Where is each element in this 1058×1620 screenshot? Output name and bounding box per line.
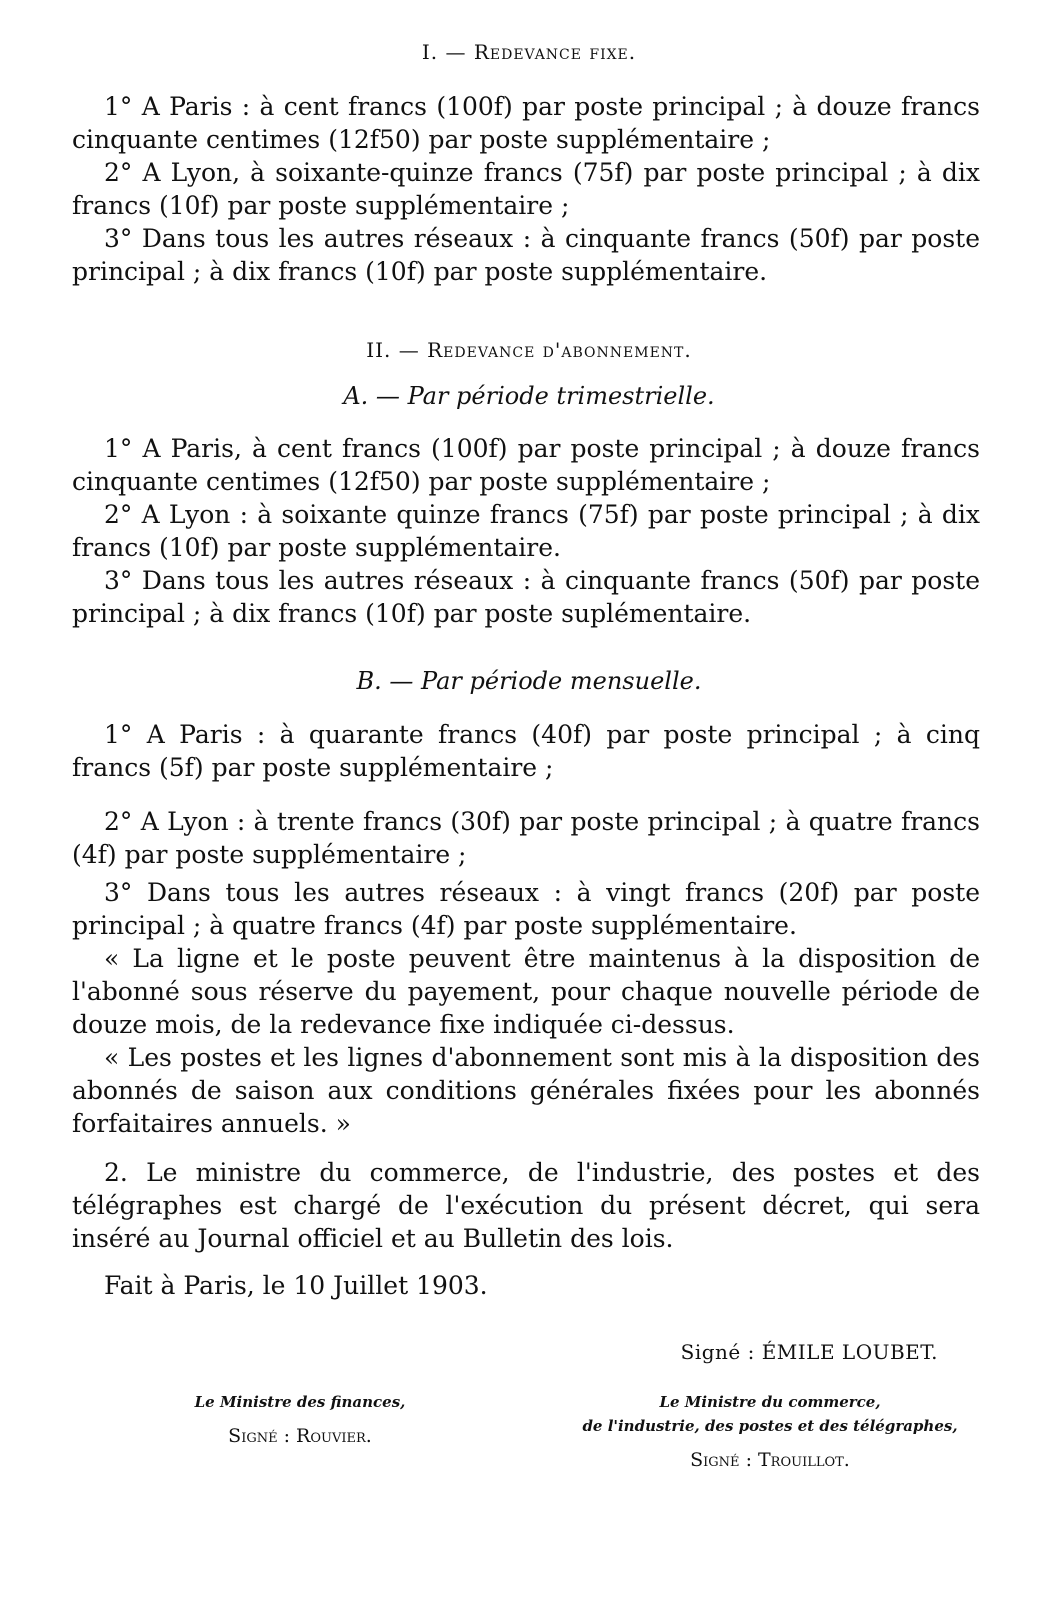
minister-finances-block [170,1390,430,1448]
subheading-mensuelle [0,667,1058,695]
signature-president: Signé : ÉMILE LOUBET. [680,1340,938,1364]
paragraph-trim-lyon: 2° A Lyon : à soixante quinze francs (75f) par poste principal ; à dix francs (10f) par poste supplémentaire. [72,500,980,562]
paragraph-mens-lyon: 2° A Lyon : à trente francs (30f) par poste principal ; à quatre francs (4f) par poste supplémentaire ; [72,807,980,869]
minister-commerce-signature: Signé : Trouillot. [690,1449,850,1471]
minister-commerce-block [560,1390,980,1472]
paragraph-trim-autres: 3° Dans tous les autres réseaux : à cinquante francs (50f) par poste principal ; à dix francs (10f) par poste suplémentaire. [72,566,980,628]
section-heading-redevance-fixe: I. — Redevance fixe. [421,40,637,64]
minister-commerce-role-1: Le Ministre du commerce, [659,1393,881,1411]
fait-a-paris: Fait à Paris, le 10 Juillet 1903. [104,1271,488,1300]
paragraph-mens-paris: 1° A Paris : à quarante francs (40f) par poste principal ; à cinq francs (5f) par poste supplémentaire ; [72,720,980,782]
minister-finances-role: Le Ministre des finances, [194,1393,406,1411]
subheading-trimestrielle [0,382,1058,410]
paragraph-trim-paris: 1° A Paris, à cent francs (100f) par poste principal ; à douze francs cinquante centimes (12f50) par poste supplémentaire ; [72,434,980,496]
paragraph-quote-postes: « Les postes et les lignes d'abonnement sont mis à la disposition des abonnés de saison aux conditions générales fixées pour les abonnés forfaitaires annuels. » [72,1043,980,1138]
paragraph-fixe-lyon: 2° A Lyon, à soixante-quinze francs (75f) par poste principal ; à dix francs (10f) par poste supplémentaire ; [72,158,980,220]
subheading-mensuelle-text: B. — Par période mensuelle. [356,667,702,695]
minister-commerce-role-2: de l'industrie, des postes et des télégraphes, [582,1417,958,1435]
subheading-trimestrielle-text: A. — Par période trimestrielle. [343,382,715,410]
paragraph-mens-autres: 3° Dans tous les autres réseaux : à vingt francs (20f) par poste principal ; à quatre francs (4f) par poste supplémentaire. [72,878,980,940]
section-heading-redevance-abonnement: II. — Redevance d'abonnement. [366,338,692,362]
paragraph-fixe-paris: 1° A Paris : à cent francs (100f) par poste principal ; à douze francs cinquante centimes (12f50) par poste supplémentaire ; [72,92,980,154]
paragraph-fixe-autres: 3° Dans tous les autres réseaux : à cinquante francs (50f) par poste principal ; à dix francs (10f) par poste supplémentaire. [72,224,980,286]
paragraph-article-2: 2. Le ministre du commerce, de l'industrie, des postes et des télégraphes est chargé de l'exécution du présent décret, qui sera inséré au Journal officiel et au Bulletin des lois. [72,1158,980,1253]
paragraph-quote-ligne: « La ligne et le poste peuvent être maintenus à la disposition de l'abonné sous réserve du payement, pour chaque nouvelle période de douze mois, de la redevance fixe indiquée ci-dessus. [72,944,980,1039]
minister-finances-signature: Signé : Rouvier. [228,1425,372,1447]
